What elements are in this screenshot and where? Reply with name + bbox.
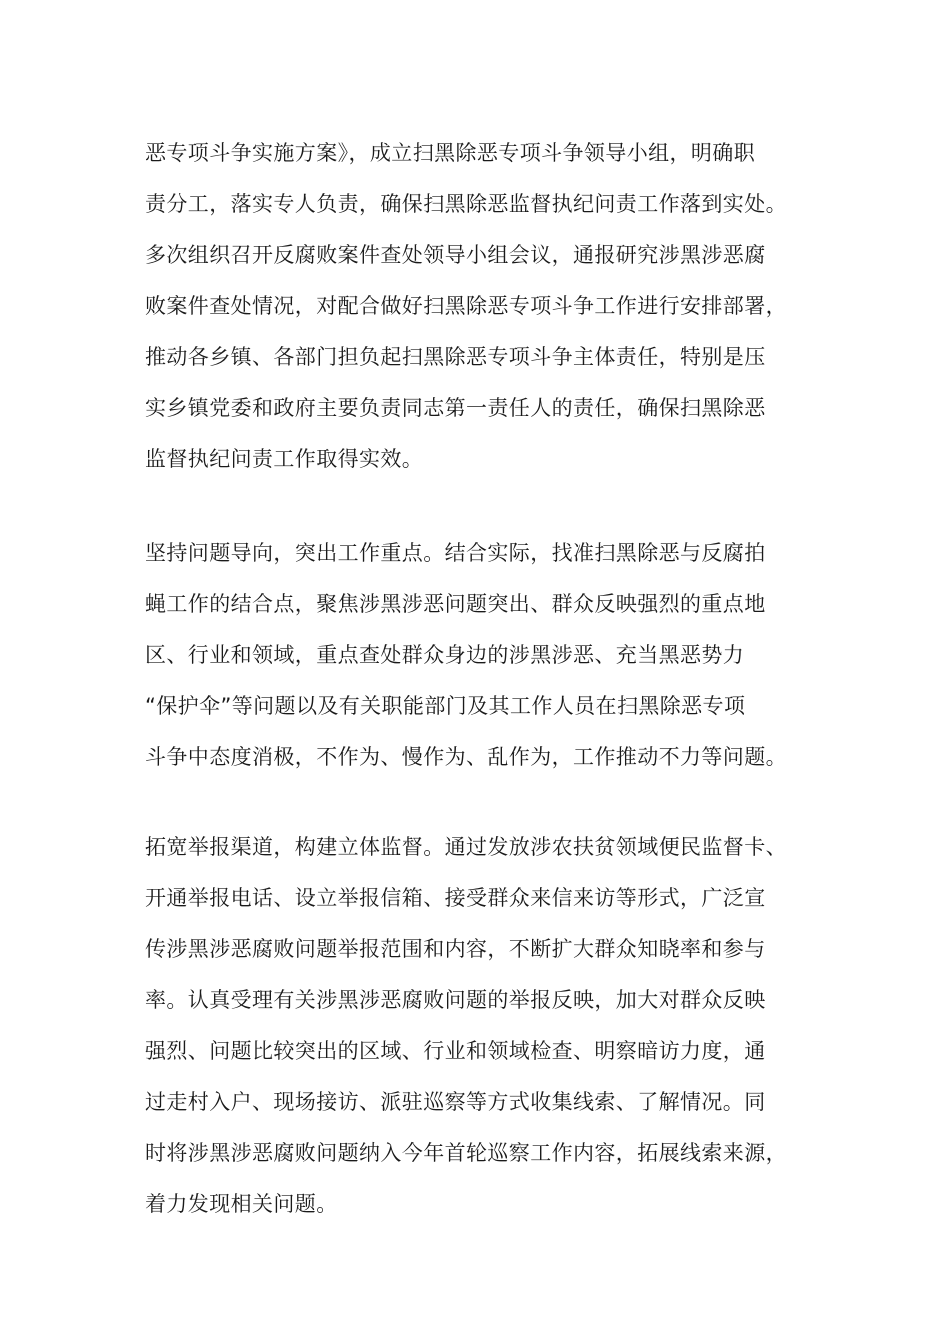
text-line: 责分工，落实专人负责，确保扫黑除恶监督执纪问责工作落到实处。 <box>145 192 787 216</box>
text-line: 率。认真受理有关涉黑涉恶腐败问题的举报反映，加大对群众反映 <box>145 988 766 1012</box>
text-line: 恶专项斗争实施方案》，成立扫黑除恶专项斗争领导小组，明确职 <box>145 141 756 165</box>
text-line: “保护伞”等问题以及有关职能部门及其工作人员在扫黑除恶专项 <box>145 694 746 718</box>
text-line: 时将涉黑涉恶腐败问题纳入今年首轮巡察工作内容，拓展线索来源， <box>145 1141 787 1165</box>
text-line: 蝇工作的结合点，聚焦涉黑涉恶问题突出、群众反映强烈的重点地 <box>145 592 766 616</box>
text-line: 过走村入户、现场接访、派驻巡察等方式收集线索、了解情况。同 <box>145 1090 766 1114</box>
paragraph-3 <box>145 822 845 1230</box>
text-line: 坚持问题导向，突出工作重点。结合实际，找准扫黑除恶与反腐拍 <box>145 541 766 565</box>
paragraph-1 <box>145 128 845 485</box>
text-line: 斗争中态度消极，不作为、慢作为、乱作为，工作推动不力等问题。 <box>145 745 787 769</box>
text-line: 多次组织召开反腐败案件查处领导小组会议，通报研究涉黑涉恶腐 <box>145 243 766 267</box>
text-line: 实乡镇党委和政府主要负责同志第一责任人的责任，确保扫黑除恶 <box>145 396 766 420</box>
paragraph-2 <box>145 528 845 783</box>
text-line: 强烈、问题比较突出的区域、行业和领域检查、明察暗访力度，通 <box>145 1039 766 1063</box>
text-line: 着力发现相关问题。 <box>145 1192 338 1216</box>
text-line: 监督执纪问责工作取得实效。 <box>145 447 424 471</box>
text-line: 拓宽举报渠道，构建立体监督。通过发放涉农扶贫领域便民监督卡、 <box>145 835 787 859</box>
text-line: 败案件查处情况，对配合做好扫黑除恶专项斗争工作进行安排部署， <box>145 294 787 318</box>
text-line: 推动各乡镇、各部门担负起扫黑除恶专项斗争主体责任，特别是压 <box>145 345 766 369</box>
text-line: 传涉黑涉恶腐败问题举报范围和内容，不断扩大群众知晓率和参与 <box>145 937 766 961</box>
text-line: 区、行业和领域，重点查处群众身边的涉黑涉恶、充当黑恶势力 <box>145 643 745 667</box>
text-line: 开通举报电话、设立举报信箱、接受群众来信来访等形式，广泛宣 <box>145 886 766 910</box>
